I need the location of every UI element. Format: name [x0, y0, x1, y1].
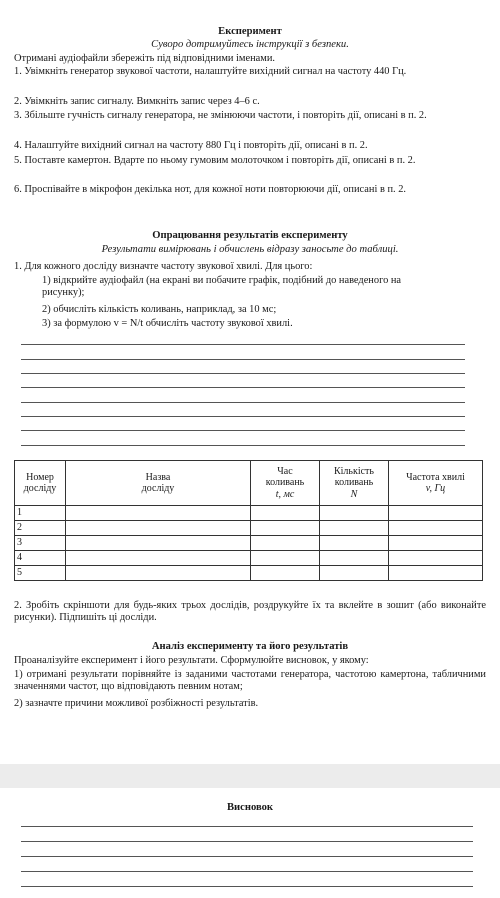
header-text: N — [350, 488, 358, 500]
header-text: коливань — [334, 477, 374, 489]
table-row — [15, 551, 483, 566]
table-cell[interactable] — [320, 536, 389, 551]
header-oscillation-time — [251, 461, 320, 506]
answer-line — [21, 445, 465, 446]
processing-item-2: 2. Зробіть скріншоти для будь-яких трьох дослідів, роздрукуйте їх та вклейте в зошит (або виконайте рисунки). Підпишіть ці досліди. — [14, 600, 486, 624]
experiment-step-3: 3. Збільште гучність сигналу генератора, не змінюючи частоти, і повторіть дії, описані в п. 2. — [14, 110, 427, 121]
header-text: коливань — [265, 477, 305, 489]
table-cell[interactable] — [251, 521, 320, 536]
analysis-title: Аналіз експерименту та його результатів — [151, 641, 349, 652]
answer-line — [21, 387, 465, 388]
results-table — [14, 460, 483, 581]
table-cell[interactable] — [389, 521, 483, 536]
page-two — [0, 788, 500, 898]
answer-line — [21, 856, 473, 857]
table-cell[interactable] — [389, 551, 483, 566]
answer-line — [21, 871, 473, 872]
table-cell[interactable] — [320, 521, 389, 536]
row-number: 1 — [15, 506, 66, 521]
table-row — [15, 506, 483, 521]
processing-subtitle: Результати вимірювань і обчислень відразу заносьте до таблиці. — [101, 244, 399, 255]
table-cell[interactable] — [66, 521, 251, 536]
answer-line — [21, 826, 473, 827]
table-cell[interactable] — [389, 506, 483, 521]
processing-item-1: 1. Для кожного досліду визначте частоту звукової хвилі. Для цього: — [14, 261, 313, 272]
table-cell[interactable] — [66, 536, 251, 551]
table-row — [15, 566, 483, 581]
experiment-intro: Отримані аудіофайли збережіть під відповідними іменами. — [14, 53, 276, 64]
header-text: Кількість — [333, 465, 374, 477]
header-text: t, мс — [275, 488, 295, 500]
answer-line — [21, 344, 465, 345]
table-cell[interactable] — [66, 551, 251, 566]
header-text: Назва — [145, 471, 171, 483]
experiment-title: Експеримент — [218, 26, 282, 37]
header-experiment-number — [15, 461, 66, 506]
table-cell[interactable] — [251, 566, 320, 581]
table-cell[interactable] — [251, 551, 320, 566]
table-cell[interactable] — [251, 506, 320, 521]
experiment-step-1: 1. Увімкніть генератор звукової частоти, налаштуйте вихідний сигнал на частоту 440 Гц. — [14, 66, 407, 77]
processing-subitem-3: 3) за формулою v = N/t обчисліть частоту звукової хвилі. — [42, 318, 293, 329]
table-cell[interactable] — [251, 536, 320, 551]
answer-line — [21, 886, 473, 887]
table-row — [15, 536, 483, 551]
header-text: Номер — [26, 471, 54, 483]
experiment-step-6: 6. Проспівайте в мікрофон декілька нот, для кожної ноти повторюючи дії, описані в п. 2. — [14, 184, 406, 195]
table-cell[interactable] — [389, 536, 483, 551]
header-experiment-name — [66, 461, 251, 506]
header-text: Час — [277, 465, 293, 477]
row-number: 5 — [15, 566, 66, 581]
table-cell[interactable] — [389, 566, 483, 581]
processing-subitem-1: 1) відкрийте аудіофайл (на екрані ви побачите графік, подібний до наведеного на рисунку); — [42, 275, 402, 299]
answer-line — [21, 416, 465, 417]
header-text: досліду — [141, 483, 175, 494]
processing-title: Опрацювання результатів експерименту — [152, 230, 348, 241]
experiment-step-4: 4. Налаштуйте вихідний сигнал на частоту 880 Гц і повторіть дії, описані в п. 2. — [14, 140, 368, 151]
table-header-row — [15, 461, 483, 506]
row-number: 3 — [15, 536, 66, 551]
analysis-intro: Проаналізуйте експеримент і його результати. Сформулюйте висновок, у якому: — [14, 655, 369, 666]
table-cell[interactable] — [320, 551, 389, 566]
analysis-item-2: 2) зазначте причини можливої розбіжності результатів. — [14, 698, 259, 709]
experiment-subtitle: Суворо дотримуйтесь інструкції з безпеки. — [151, 39, 349, 50]
table-cell[interactable] — [320, 506, 389, 521]
table-cell[interactable] — [66, 506, 251, 521]
page-gap — [0, 764, 500, 788]
answer-line — [21, 430, 465, 431]
header-text: досліду — [23, 483, 57, 494]
table-cell[interactable] — [320, 566, 389, 581]
answer-line — [21, 373, 465, 374]
answer-line — [21, 841, 473, 842]
header-text: v, Гц — [425, 483, 446, 494]
answer-line — [21, 402, 465, 403]
header-oscillation-count — [320, 461, 389, 506]
processing-subitem-2: 2) обчисліть кількість коливань, наприклад, за 10 мс; — [42, 304, 277, 315]
row-number: 2 — [15, 521, 66, 536]
analysis-item-1: 1) отримані результати порівняйте із заданими частотами генератора, частотою камертона, табличними значеннями частот, що відповідають певним нотам; — [14, 669, 486, 693]
experiment-step-5: 5. Поставте камертон. Вдарте по ньому гумовим молоточком і повторіть дії, описані в п. 2. — [14, 155, 416, 166]
header-text: Частота хвилі — [406, 471, 465, 483]
table-cell[interactable] — [66, 566, 251, 581]
header-wave-frequency — [389, 461, 483, 506]
experiment-step-2: 2. Увімкніть запис сигналу. Вимкніть запис через 4–6 с. — [14, 96, 260, 107]
table-row — [15, 521, 483, 536]
conclusion-title: Висновок — [226, 802, 274, 813]
answer-line — [21, 359, 465, 360]
row-number: 4 — [15, 551, 66, 566]
